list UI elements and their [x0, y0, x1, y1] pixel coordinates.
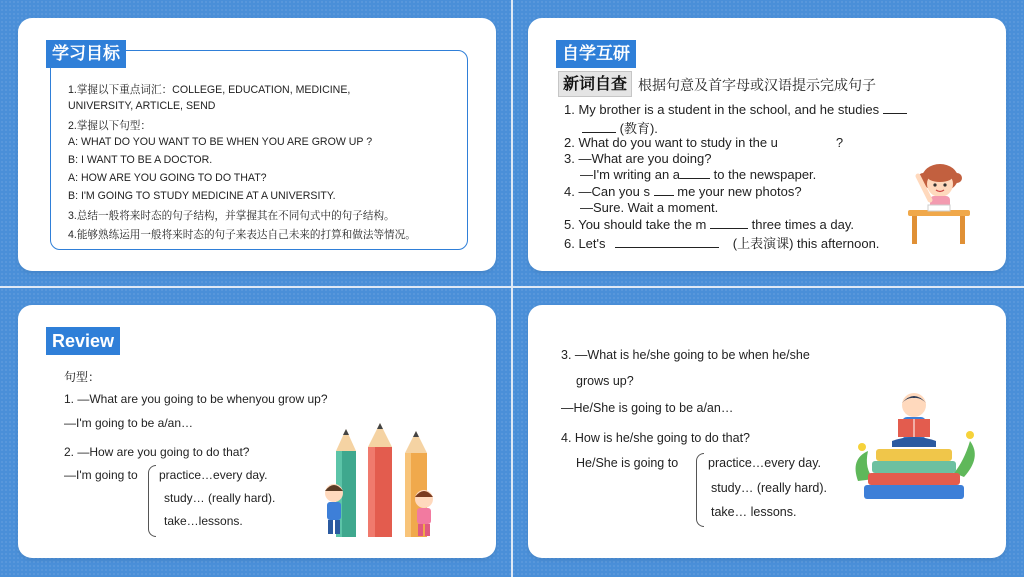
boy-reading-books-illustration [846, 389, 986, 505]
pencils-kids-illustration [320, 423, 452, 541]
exercise-line: 4. —Can you s me your new photos? [564, 184, 802, 199]
horizontal-divider [0, 286, 1024, 288]
objective-line: 2.掌握以下句型： [68, 120, 151, 132]
option-item: practice…every day. [159, 468, 268, 482]
slide-title-tag: 学习目标 [46, 40, 126, 68]
objective-line: A: WHAT DO YOU WANT TO BE WHEN YOU ARE GROW UP ? [68, 136, 373, 148]
objective-line: 4.能够熟练运用一般将来时态的句子来表达自己未来的打算和做法等情况。 [68, 229, 416, 241]
objective-line: 3.总结一般将来时态的句子结构，并掌握其在不同句式中的句子结构。 [68, 210, 395, 222]
vertical-divider [511, 0, 513, 577]
option-item: practice…every day. [708, 456, 822, 470]
slide-self-study[interactable] [528, 18, 1006, 271]
review-question: 4. How is he/she going to do that? [561, 431, 751, 445]
girl-at-desk-illustration [902, 158, 972, 246]
slide-questions[interactable] [528, 305, 1006, 558]
objective-line: UNIVERSITY, ARTICLE, SEND [68, 100, 216, 112]
exercise-line: 2. What do you want to study in the u ? [564, 135, 844, 150]
option-item: take… lessons. [711, 505, 797, 519]
objective-line: A: HOW ARE YOU GOING TO DO THAT? [68, 172, 267, 184]
slide-review[interactable] [18, 305, 496, 558]
review-answer: He/She is going to [576, 456, 679, 470]
exercise-line: —Sure. Wait a moment. [580, 200, 719, 215]
exercise-line: 1. My brother is a student in the school, and he studies [564, 102, 907, 117]
exercise-line: 5. You should take the m three times a day. [564, 217, 855, 232]
exercise-line: (教育). [582, 118, 658, 137]
review-question: 3. —What is he/she going to be when he/she [561, 348, 810, 362]
exercise-line: 6. Let's (上表演课) this afternoon. [564, 236, 880, 251]
answer-blank[interactable] [710, 217, 748, 229]
slide-title-tag: 自学互研 [556, 40, 636, 68]
answer-blank[interactable] [582, 121, 616, 133]
slide-title-tag: Review [46, 327, 120, 355]
option-item: take…lessons. [164, 514, 243, 528]
objective-line: 1.掌握以下重点词汇：COLLEGE, EDUCATION, MEDICINE, [68, 84, 351, 96]
review-answer: —I'm going to [64, 468, 138, 482]
answer-blank[interactable] [680, 167, 710, 179]
slide-learning-objectives[interactable] [18, 18, 496, 271]
sentence-pattern-label: 句型： [64, 370, 101, 384]
options-brace [148, 465, 156, 537]
exercise-line: 3. —What are you doing? [564, 151, 712, 166]
answer-blank[interactable] [883, 102, 907, 114]
option-item: study… (really hard). [711, 481, 828, 495]
exercise-line: —I'm writing an a to the newspaper. [580, 167, 817, 182]
review-answer: —I'm going to be a/an… [64, 416, 194, 430]
option-item: study… (really hard). [164, 491, 276, 505]
options-brace [696, 453, 704, 527]
review-question: grows up? [576, 374, 634, 388]
answer-blank[interactable] [615, 236, 719, 248]
review-question: 2. —How are you going to do that? [64, 445, 250, 459]
instruction-text: 根据句意及首字母或汉语提示完成句子 [638, 77, 876, 93]
review-question: 1. —What are you going to be whenyou grow up? [64, 392, 328, 406]
review-answer: —He/She is going to be a/an… [561, 401, 734, 415]
objective-line: B: I WANT TO BE A DOCTOR. [68, 154, 213, 166]
objective-line: B: I'M GOING TO STUDY MEDICINE AT A UNIVERSITY. [68, 190, 336, 202]
answer-blank[interactable] [654, 184, 674, 196]
new-words-tag: 新词自查 [558, 71, 632, 97]
